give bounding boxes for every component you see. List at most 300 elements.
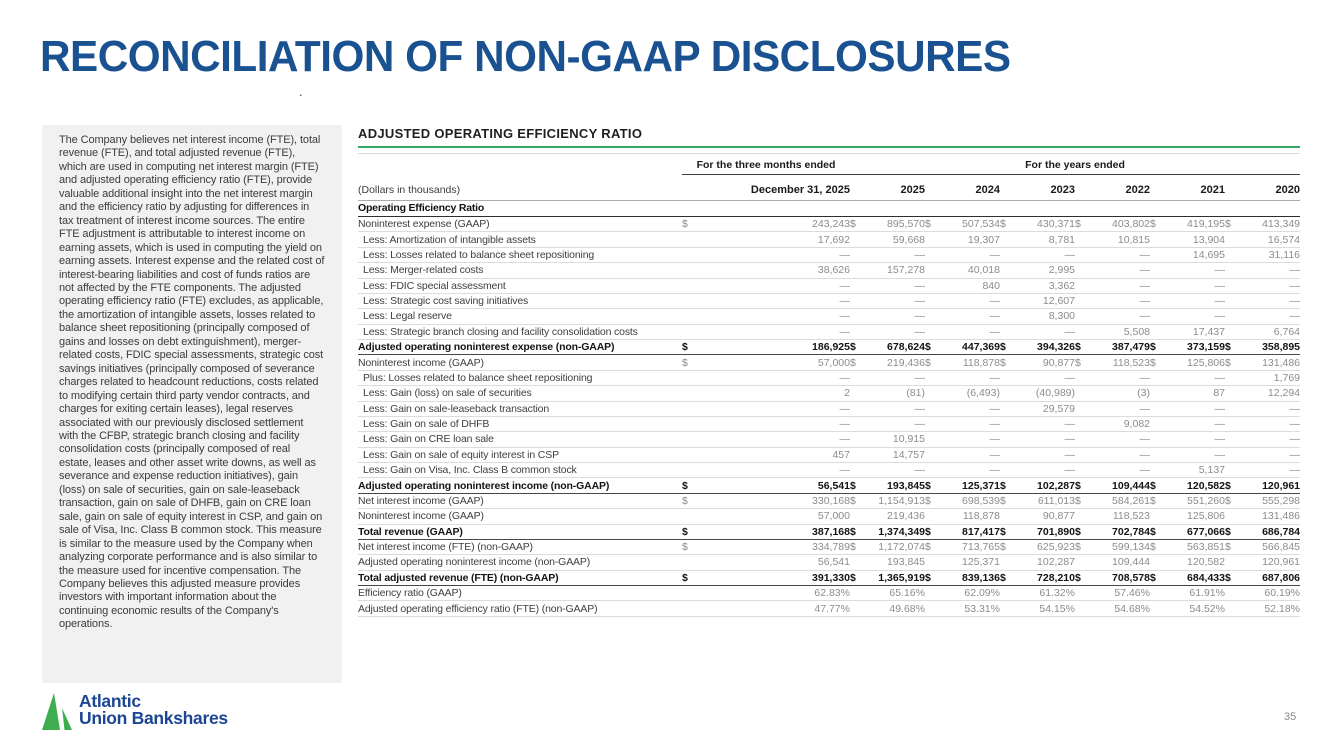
cell-value (1150, 416, 1225, 431)
row-label: Total revenue (GAAP) (358, 524, 682, 539)
currency-symbol: $ (1000, 356, 1006, 369)
cell-value (1075, 324, 1150, 339)
cell-value (925, 524, 1000, 539)
cell-value (1225, 386, 1300, 401)
currency-symbol: $ (925, 571, 931, 584)
value-text: — (989, 371, 1000, 384)
value-text: (3) (1137, 387, 1150, 400)
currency-symbol: $ (1150, 356, 1156, 369)
value-text: 186,925 (812, 341, 850, 354)
cell-value (682, 509, 850, 524)
value-text: 387,168 (812, 525, 850, 538)
value-text: — (1214, 448, 1225, 461)
cell-value (1075, 232, 1150, 247)
value-text: 56,541 (817, 556, 850, 569)
table-row (358, 247, 1300, 262)
value-text: 87 (1213, 387, 1225, 400)
value-text: — (1214, 295, 1225, 308)
value-text: 701,890 (1037, 525, 1075, 538)
value-text: — (989, 433, 1000, 446)
cell-value (1075, 386, 1150, 401)
cell-value (925, 463, 1000, 478)
cell-value (850, 263, 925, 278)
currency-symbol: $ (682, 356, 688, 369)
value-text: — (1289, 279, 1301, 292)
table-row (358, 570, 1300, 585)
cell-value (1150, 509, 1225, 524)
table-row (358, 217, 1300, 232)
cell-value (1000, 493, 1075, 508)
table-row (358, 416, 1300, 431)
cell-value (850, 370, 925, 385)
value-text: — (1214, 402, 1225, 415)
cell-value (850, 493, 925, 508)
cell-value (850, 555, 925, 570)
cell-value (850, 524, 925, 539)
cell-value (1225, 293, 1300, 308)
value-text: 118,878 (962, 510, 1000, 523)
cell-value (682, 416, 850, 431)
value-text: 14,757 (892, 448, 925, 461)
cell-value (1000, 324, 1075, 339)
table-row (358, 463, 1300, 478)
value-text: 430,371 (1037, 218, 1075, 231)
cell-value (682, 555, 850, 570)
column-header: 2024 (925, 175, 1000, 201)
cell-value (1150, 232, 1225, 247)
value-text: 584,261 (1112, 494, 1150, 507)
cell-value (1000, 370, 1075, 385)
currency-symbol: $ (1150, 341, 1156, 354)
value-text: 109,444 (1112, 556, 1150, 569)
cell-value (1150, 601, 1225, 616)
table-row (358, 370, 1300, 385)
value-text: — (1139, 464, 1150, 477)
cell-value (682, 539, 850, 554)
cell-value (850, 478, 925, 493)
cell-value (1000, 447, 1075, 462)
column-header: 2020 (1225, 175, 1300, 201)
row-label: Adjusted operating efficiency ratio (FTE) (non-GAAP) (358, 601, 682, 616)
value-text: — (1289, 418, 1301, 431)
value-text: 65.16% (889, 587, 925, 600)
value-text: — (1139, 371, 1150, 384)
currency-symbol: $ (1075, 341, 1081, 354)
currency-symbol: $ (925, 218, 931, 231)
row-label: Less: Merger-related costs (358, 263, 682, 278)
row-label: Adjusted operating noninterest income (non-GAAP) (358, 555, 682, 570)
section-label: Operating Efficiency Ratio (358, 201, 1300, 217)
value-text: 686,784 (1262, 525, 1301, 538)
cell-value (925, 309, 1000, 324)
table-row (358, 401, 1300, 416)
cell-value (1150, 586, 1225, 601)
efficiency-ratio-table (358, 153, 1300, 617)
cell-value (682, 524, 850, 539)
cell-value (1150, 463, 1225, 478)
value-text: — (839, 279, 850, 292)
value-text: 118,523 (1112, 356, 1150, 369)
table-row (358, 309, 1300, 324)
value-text: 358,895 (1262, 341, 1301, 354)
value-text: 678,624 (887, 341, 925, 354)
row-label: Less: Amortization of intangible assets (358, 232, 682, 247)
cell-value (1075, 447, 1150, 462)
cell-value (682, 340, 850, 355)
currency-symbol: $ (1150, 571, 1156, 584)
value-text: 839,136 (962, 571, 1000, 584)
cell-value (850, 539, 925, 554)
value-text: 125,371 (962, 556, 1000, 569)
cell-value (925, 555, 1000, 570)
value-text: — (1289, 295, 1301, 308)
value-text: — (1214, 433, 1225, 446)
value-text: — (989, 464, 1000, 477)
row-label: Noninterest expense (GAAP) (358, 217, 682, 232)
value-text: — (1064, 418, 1075, 431)
row-label: Adjusted operating noninterest expense (non-GAAP) (358, 340, 682, 355)
value-text: — (1289, 264, 1301, 277)
value-text: — (1214, 264, 1225, 277)
value-text: 57,000 (817, 356, 850, 369)
cell-value (1150, 263, 1225, 278)
currency-symbol: $ (1225, 356, 1231, 369)
cell-value (850, 293, 925, 308)
cell-value (1075, 355, 1150, 370)
value-text: 118,878 (962, 356, 1000, 369)
value-text: — (839, 310, 850, 323)
cell-value (682, 586, 850, 601)
value-text: 10,815 (1117, 233, 1150, 246)
cell-value (925, 217, 1000, 232)
value-text: (81) (906, 387, 925, 400)
currency-symbol: $ (850, 541, 856, 554)
cell-value (1075, 247, 1150, 262)
value-text: 10,915 (892, 433, 925, 446)
value-text: 157,278 (887, 264, 925, 277)
cell-value (850, 463, 925, 478)
cell-value (850, 340, 925, 355)
cell-value (850, 232, 925, 247)
cell-value (1075, 524, 1150, 539)
value-text: — (839, 371, 850, 384)
sidebar-text: The Company believes net interest income (FTE), total revenue (FTE), and total adjusted revenue (FTE), which are used in computing net interest margin (FTE) and adjusted operating efficiency ratio (FTE), provide valuable additional insight into the net interest margin and the efficiency ratio by adjusting for differences in tax treatment of interest income sources. The entire FTE adjustment is attributable to interest income on earning assets, which is used in computing the yield on earning assets. Interest expense and the related cost of interest-bearing liabilities and cost of funds ratios are not affected by the FTE components. The adjusted operating efficiency ratio (FTE) excludes, as applicable, the amortization of intangible assets, losses related to balance sheet repositioning (principally composed of gains and losses on debt extinguishment), merger-related costs, FDIC special assessments, strategic cost savings initiatives (principally composed of severance charges related to headcount reductions, costs related to modifying certain third party vendor contracts, and charges for exiting certain leases), legal reserves associated with our previously disclosed settlement with the CFBP, strategic branch closing and facility consolidation costs (principally composed of real estate, leases and other asset write downs, as well as severance and expense reduction initiatives), gain (loss) on sale of securities, gain on sale-leaseback transaction, gain on sale of DHFB, gain on CRE loan sale, gain on sale of equity interest in CSP, and gain on sale of Visa, Inc. Class B common stock. This measure is similar to the measure used by the Company when analyzing corporate performance and is also similar to the measure used for incentive compensation. The Company believes this adjusted measure provides investors with important information about the continuing economic results of the Company's operations. (59, 134, 325, 631)
cell-value (850, 355, 925, 370)
currency-symbol: $ (1150, 218, 1156, 231)
row-label: Less: Gain on sale of equity interest in CSP (358, 447, 682, 462)
value-text: 54.68% (1114, 602, 1150, 615)
value-text: 13,904 (1192, 233, 1225, 246)
currency-symbol: $ (682, 525, 688, 538)
value-text: 131,486 (1262, 356, 1301, 369)
value-text: 698,539 (962, 494, 1000, 507)
currency-symbol: $ (925, 479, 931, 492)
value-text: 38,626 (817, 264, 850, 277)
cell-value (682, 263, 850, 278)
value-text: 840 (982, 279, 1000, 292)
cell-value (1150, 217, 1225, 232)
logo-text (79, 693, 228, 726)
value-text: — (1289, 402, 1301, 415)
cell-value (1075, 463, 1150, 478)
currency-symbol: $ (682, 541, 688, 554)
cell-value (1075, 217, 1150, 232)
value-text: — (914, 279, 925, 292)
cell-value (925, 370, 1000, 385)
value-text: 713,765 (962, 541, 1000, 554)
cell-value (682, 309, 850, 324)
value-text: 54.52% (1189, 602, 1225, 615)
value-text: 330,168 (812, 494, 850, 507)
value-text: 1,365,919 (878, 571, 925, 584)
table-row (358, 293, 1300, 308)
cell-value (1225, 217, 1300, 232)
cell-value (1225, 524, 1300, 539)
cell-value (1150, 478, 1225, 493)
cell-value (1150, 493, 1225, 508)
cell-value (1000, 463, 1075, 478)
row-label: Less: Gain on sale-leaseback transaction (358, 401, 682, 416)
value-text: 57.46% (1114, 587, 1150, 600)
cell-value (1000, 432, 1075, 447)
cell-value (1150, 401, 1225, 416)
currency-symbol: $ (682, 479, 688, 492)
row-label: Total adjusted revenue (FTE) (non-GAAP) (358, 570, 682, 585)
value-text: — (1064, 464, 1075, 477)
table-row (358, 555, 1300, 570)
cell-value (682, 232, 850, 247)
cell-value (1000, 416, 1075, 431)
currency-symbol: $ (1225, 341, 1231, 354)
cell-value (1225, 463, 1300, 478)
cell-value (682, 355, 850, 370)
value-text: — (839, 402, 850, 415)
table-title: ADJUSTED OPERATING EFFICIENCY RATIO (358, 126, 1300, 148)
value-text: — (1064, 448, 1075, 461)
row-label: Less: Gain on CRE loan sale (358, 432, 682, 447)
value-text: 817,417 (962, 525, 1000, 538)
cell-value (850, 447, 925, 462)
cell-value (925, 493, 1000, 508)
cell-value (925, 509, 1000, 524)
value-text: 120,582 (1187, 556, 1225, 569)
value-text: — (1139, 295, 1150, 308)
currency-symbol: $ (1000, 341, 1006, 354)
currency-symbol: $ (1225, 218, 1231, 231)
cell-value (1225, 278, 1300, 293)
cell-value (850, 601, 925, 616)
value-text: 120,961 (1262, 556, 1301, 569)
value-text: 1,769 (1273, 371, 1301, 384)
value-text: 47.77% (814, 602, 850, 615)
cell-value (1000, 263, 1075, 278)
cell-value (682, 493, 850, 508)
currency-symbol: $ (1225, 494, 1231, 507)
currency-symbol: $ (925, 541, 931, 554)
value-text: 52.18% (1264, 602, 1301, 615)
value-text: 2,995 (1048, 264, 1075, 277)
cell-value (682, 386, 850, 401)
currency-symbol: $ (1075, 571, 1081, 584)
column-header: December 31, 2025 (682, 175, 850, 201)
table-row (358, 432, 1300, 447)
value-text: — (1214, 371, 1225, 384)
currency-symbol: $ (850, 218, 856, 231)
cell-value (1225, 555, 1300, 570)
value-text: — (914, 464, 925, 477)
units-label: (Dollars in thousands) (358, 175, 682, 201)
value-text: — (914, 371, 925, 384)
currency-symbol: $ (850, 341, 856, 354)
value-text: — (1289, 433, 1301, 446)
value-text: 243,243 (812, 218, 850, 231)
value-text: — (989, 248, 1000, 261)
value-text: 625,923 (1037, 541, 1075, 554)
value-text: 702,784 (1112, 525, 1150, 538)
value-text: 611,013 (1037, 494, 1075, 507)
value-text: — (839, 433, 850, 446)
value-text: 17,437 (1192, 325, 1225, 338)
value-text: 40,018 (967, 264, 1000, 277)
row-label: Less: Strategic cost saving initiatives (358, 293, 682, 308)
cell-value (1075, 478, 1150, 493)
value-text: — (839, 464, 850, 477)
cell-value (925, 263, 1000, 278)
value-text: 507,534 (962, 218, 1000, 231)
cell-value (1150, 324, 1225, 339)
cell-value (850, 247, 925, 262)
cell-value (1075, 340, 1150, 355)
logo-line2: Union Bankshares (79, 707, 228, 728)
value-text: 120,961 (1262, 479, 1301, 492)
cell-value (682, 247, 850, 262)
currency-symbol: $ (1225, 525, 1231, 538)
cell-value (1075, 309, 1150, 324)
value-text: 6,764 (1273, 325, 1301, 338)
value-text: 102,287 (1037, 556, 1075, 569)
cell-value (1225, 570, 1300, 585)
cell-value (925, 586, 1000, 601)
row-label: Less: Gain on Visa, Inc. Class B common stock (358, 463, 682, 478)
currency-symbol: $ (1000, 525, 1006, 538)
value-text: — (1064, 371, 1075, 384)
cell-value (1225, 247, 1300, 262)
value-text: 109,444 (1112, 479, 1150, 492)
value-text: 54.15% (1039, 602, 1075, 615)
currency-symbol: $ (682, 571, 688, 584)
table-row (358, 524, 1300, 539)
cell-value (1225, 539, 1300, 554)
value-text: 447,369 (962, 341, 1000, 354)
cell-value (1225, 309, 1300, 324)
value-text: — (1139, 310, 1150, 323)
value-text: 125,371 (962, 479, 1000, 492)
row-label: Net interest income (GAAP) (358, 493, 682, 508)
value-text: — (1139, 264, 1150, 277)
value-text: 566,845 (1262, 541, 1301, 554)
cell-value (1075, 586, 1150, 601)
currency-symbol: $ (1225, 571, 1231, 584)
currency-symbol: $ (1075, 356, 1081, 369)
cell-value (1000, 217, 1075, 232)
cell-value (1075, 401, 1150, 416)
column-header: 2021 (1150, 175, 1225, 201)
cell-value (682, 463, 850, 478)
column-header: 2022 (1075, 175, 1150, 201)
value-text: 118,523 (1112, 510, 1150, 523)
value-text: 728,210 (1037, 571, 1075, 584)
cell-value (1075, 570, 1150, 585)
currency-symbol: $ (1000, 479, 1006, 492)
row-label: Adjusted operating noninterest income (non-GAAP) (358, 478, 682, 493)
group-header-spacer (358, 154, 682, 175)
table-body (358, 217, 1300, 617)
value-text: — (839, 248, 850, 261)
cell-value (925, 355, 1000, 370)
row-label: Plus: Losses related to balance sheet repositioning (358, 370, 682, 385)
row-label: Less: Gain on sale of DHFB (358, 416, 682, 431)
value-text: — (1289, 448, 1301, 461)
currency-symbol: $ (682, 218, 688, 231)
cell-value (1075, 493, 1150, 508)
cell-value (925, 232, 1000, 247)
value-text: 9,082 (1123, 418, 1150, 431)
cell-value (1225, 601, 1300, 616)
cell-value (925, 278, 1000, 293)
value-text: — (989, 325, 1000, 338)
cell-value (1150, 432, 1225, 447)
currency-symbol: $ (1150, 541, 1156, 554)
value-text: — (914, 402, 925, 415)
cell-value (682, 478, 850, 493)
column-header: 2025 (850, 175, 925, 201)
value-text: 31,116 (1268, 248, 1301, 261)
cell-value (1225, 340, 1300, 355)
cell-value (850, 309, 925, 324)
cell-value (1150, 278, 1225, 293)
cell-value (1075, 432, 1150, 447)
cell-value (1150, 247, 1225, 262)
value-text: 387,479 (1112, 341, 1150, 354)
cell-value (1000, 247, 1075, 262)
currency-symbol: $ (1075, 479, 1081, 492)
cell-value (1000, 340, 1075, 355)
value-text: 1,172,074 (878, 541, 925, 554)
value-text: — (914, 310, 925, 323)
cell-value (1000, 278, 1075, 293)
value-text: 373,159 (1187, 341, 1225, 354)
cell-value (1075, 555, 1150, 570)
value-text: 193,845 (887, 556, 925, 569)
cell-value (1000, 478, 1075, 493)
cell-value (1150, 447, 1225, 462)
sidebar-note (42, 125, 342, 683)
value-text: 61.32% (1039, 587, 1075, 600)
currency-symbol: $ (1075, 494, 1081, 507)
value-text: 687,806 (1262, 571, 1301, 584)
page-number: 35 (1284, 711, 1297, 723)
currency-symbol: $ (1225, 541, 1231, 554)
currency-symbol: $ (1000, 571, 1006, 584)
value-text: 391,330 (812, 571, 850, 584)
cell-value (850, 570, 925, 585)
value-text: — (1064, 248, 1075, 261)
value-text: 5,137 (1198, 464, 1225, 477)
value-text: 60.19% (1264, 587, 1301, 600)
table-row (358, 509, 1300, 524)
section-header-row (358, 201, 1300, 217)
cell-value (1000, 555, 1075, 570)
